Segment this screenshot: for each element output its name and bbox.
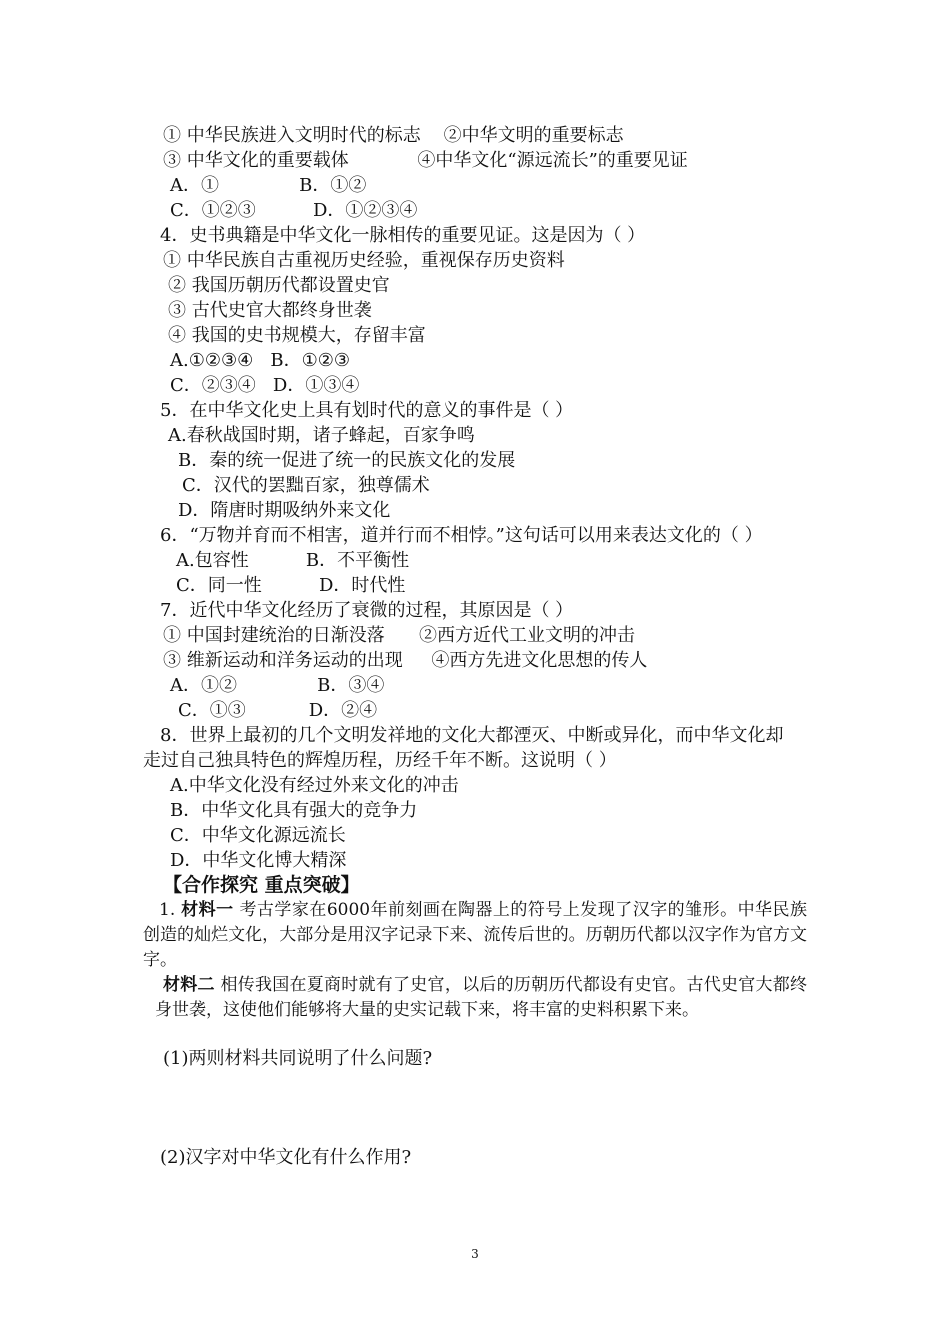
question-8: 8．世界上最初的几个文明发祥地的文化大都湮灭、中断或异化，而中华文化却 (160, 725, 784, 746)
answer-option-b: B．中华文化具有强大的竞争力 (170, 800, 418, 821)
option-line: ③ 维新运动和洋务运动的出现 ④西方先进文化思想的传人 (163, 650, 648, 671)
sub-question-1: (1)两则材料共同说明了什么问题? (163, 1048, 433, 1069)
answer-choices: A.包容性 B．不平衡性 (176, 550, 410, 571)
material-two-label: 材料二 (163, 975, 215, 995)
option-line: ① 中华民族进入文明时代的标志 ②中华文明的重要标志 (163, 125, 624, 146)
option-line: ③ 中华文化的重要载体 ④中华文化“源远流长”的重要见证 (163, 150, 688, 171)
option-line: ③ 古代史官大都终身世袭 (168, 300, 372, 321)
answer-choices: C．同一性 D．时代性 (176, 575, 406, 596)
option-line: ① 中华民族自古重视历史经验，重视保存历史资料 (163, 250, 565, 271)
answer-option-c: C．汉代的罢黜百家，独尊儒术 (182, 475, 430, 496)
question-4: 4．史书典籍是中华文化一脉相传的重要见证。这是因为（ ） (160, 225, 646, 246)
material-one-text: 考古学家在6000年前刻画在陶器上的符号上发现了汉字的雏形。中华民族创造的灿烂文化，大部分是用汉字记录下来、流传后世的。历朝历代都以汉字作为官方文字。 (143, 900, 808, 970)
page-number: 3 (471, 1247, 479, 1261)
question-6: 6．“万物并育而不相害，道并行而不相悖。”这句话可以用来表达文化的（ ） (160, 525, 763, 546)
answer-option-d: D．隋唐时期吸纳外来文化 (178, 500, 391, 521)
answer-choices: C．①②③ D．①②③④ (170, 200, 418, 221)
question-8-continued: 走过自己独具特色的辉煌历程，历经千年不断。这说明（ ） (143, 750, 617, 771)
option-line: ① 中国封建统治的日渐没落 ②西方近代工业文明的冲击 (163, 625, 636, 646)
answer-option-a: A.春秋战国时期，诸子蜂起，百家争鸣 (168, 425, 475, 446)
answer-choices: C．①③ D．②④ (178, 700, 378, 721)
answer-choices: C．②③④ D．①③④ (170, 375, 360, 396)
question-5: 5．在中华文化史上具有划时代的意义的事件是（ ） (160, 400, 574, 421)
answer-choices: A.①②③④ B．①②③ (170, 350, 351, 371)
answer-option-c: C．中华文化源远流长 (170, 825, 346, 846)
material-two-text: 相传我国在夏商时就有了史官，以后的历朝历代都设有史官。古代史官大都终身世袭，这使他们能够将大量的史实记载下来，将丰富的史料积累下来。 (155, 975, 807, 1020)
option-line: ④ 我国的史书规模大，存留丰富 (168, 325, 426, 346)
answer-choices: A．①② B．③④ (170, 675, 385, 696)
section-title: 【合作探究 重点突破】 (163, 874, 360, 896)
answer-option-a: A.中华文化没有经过外来文化的冲击 (170, 775, 459, 796)
answer-choices: A．① B．①② (170, 175, 367, 196)
question-number: 1. (159, 900, 176, 920)
material-one-label: 材料一 (181, 900, 234, 920)
material-two-paragraph (155, 973, 807, 1023)
material-one-paragraph (143, 898, 807, 973)
answer-option-d: D．中华文化博大精深 (170, 850, 347, 871)
sub-question-2: (2)汉字对中华文化有什么作用? (160, 1147, 412, 1168)
question-7: 7．近代中华文化经历了衰微的过程，其原因是（ ） (160, 600, 574, 621)
option-line: ② 我国历朝历代都设置史官 (168, 275, 390, 296)
answer-option-b: B．秦的统一促进了统一的民族文化的发展 (178, 450, 516, 471)
